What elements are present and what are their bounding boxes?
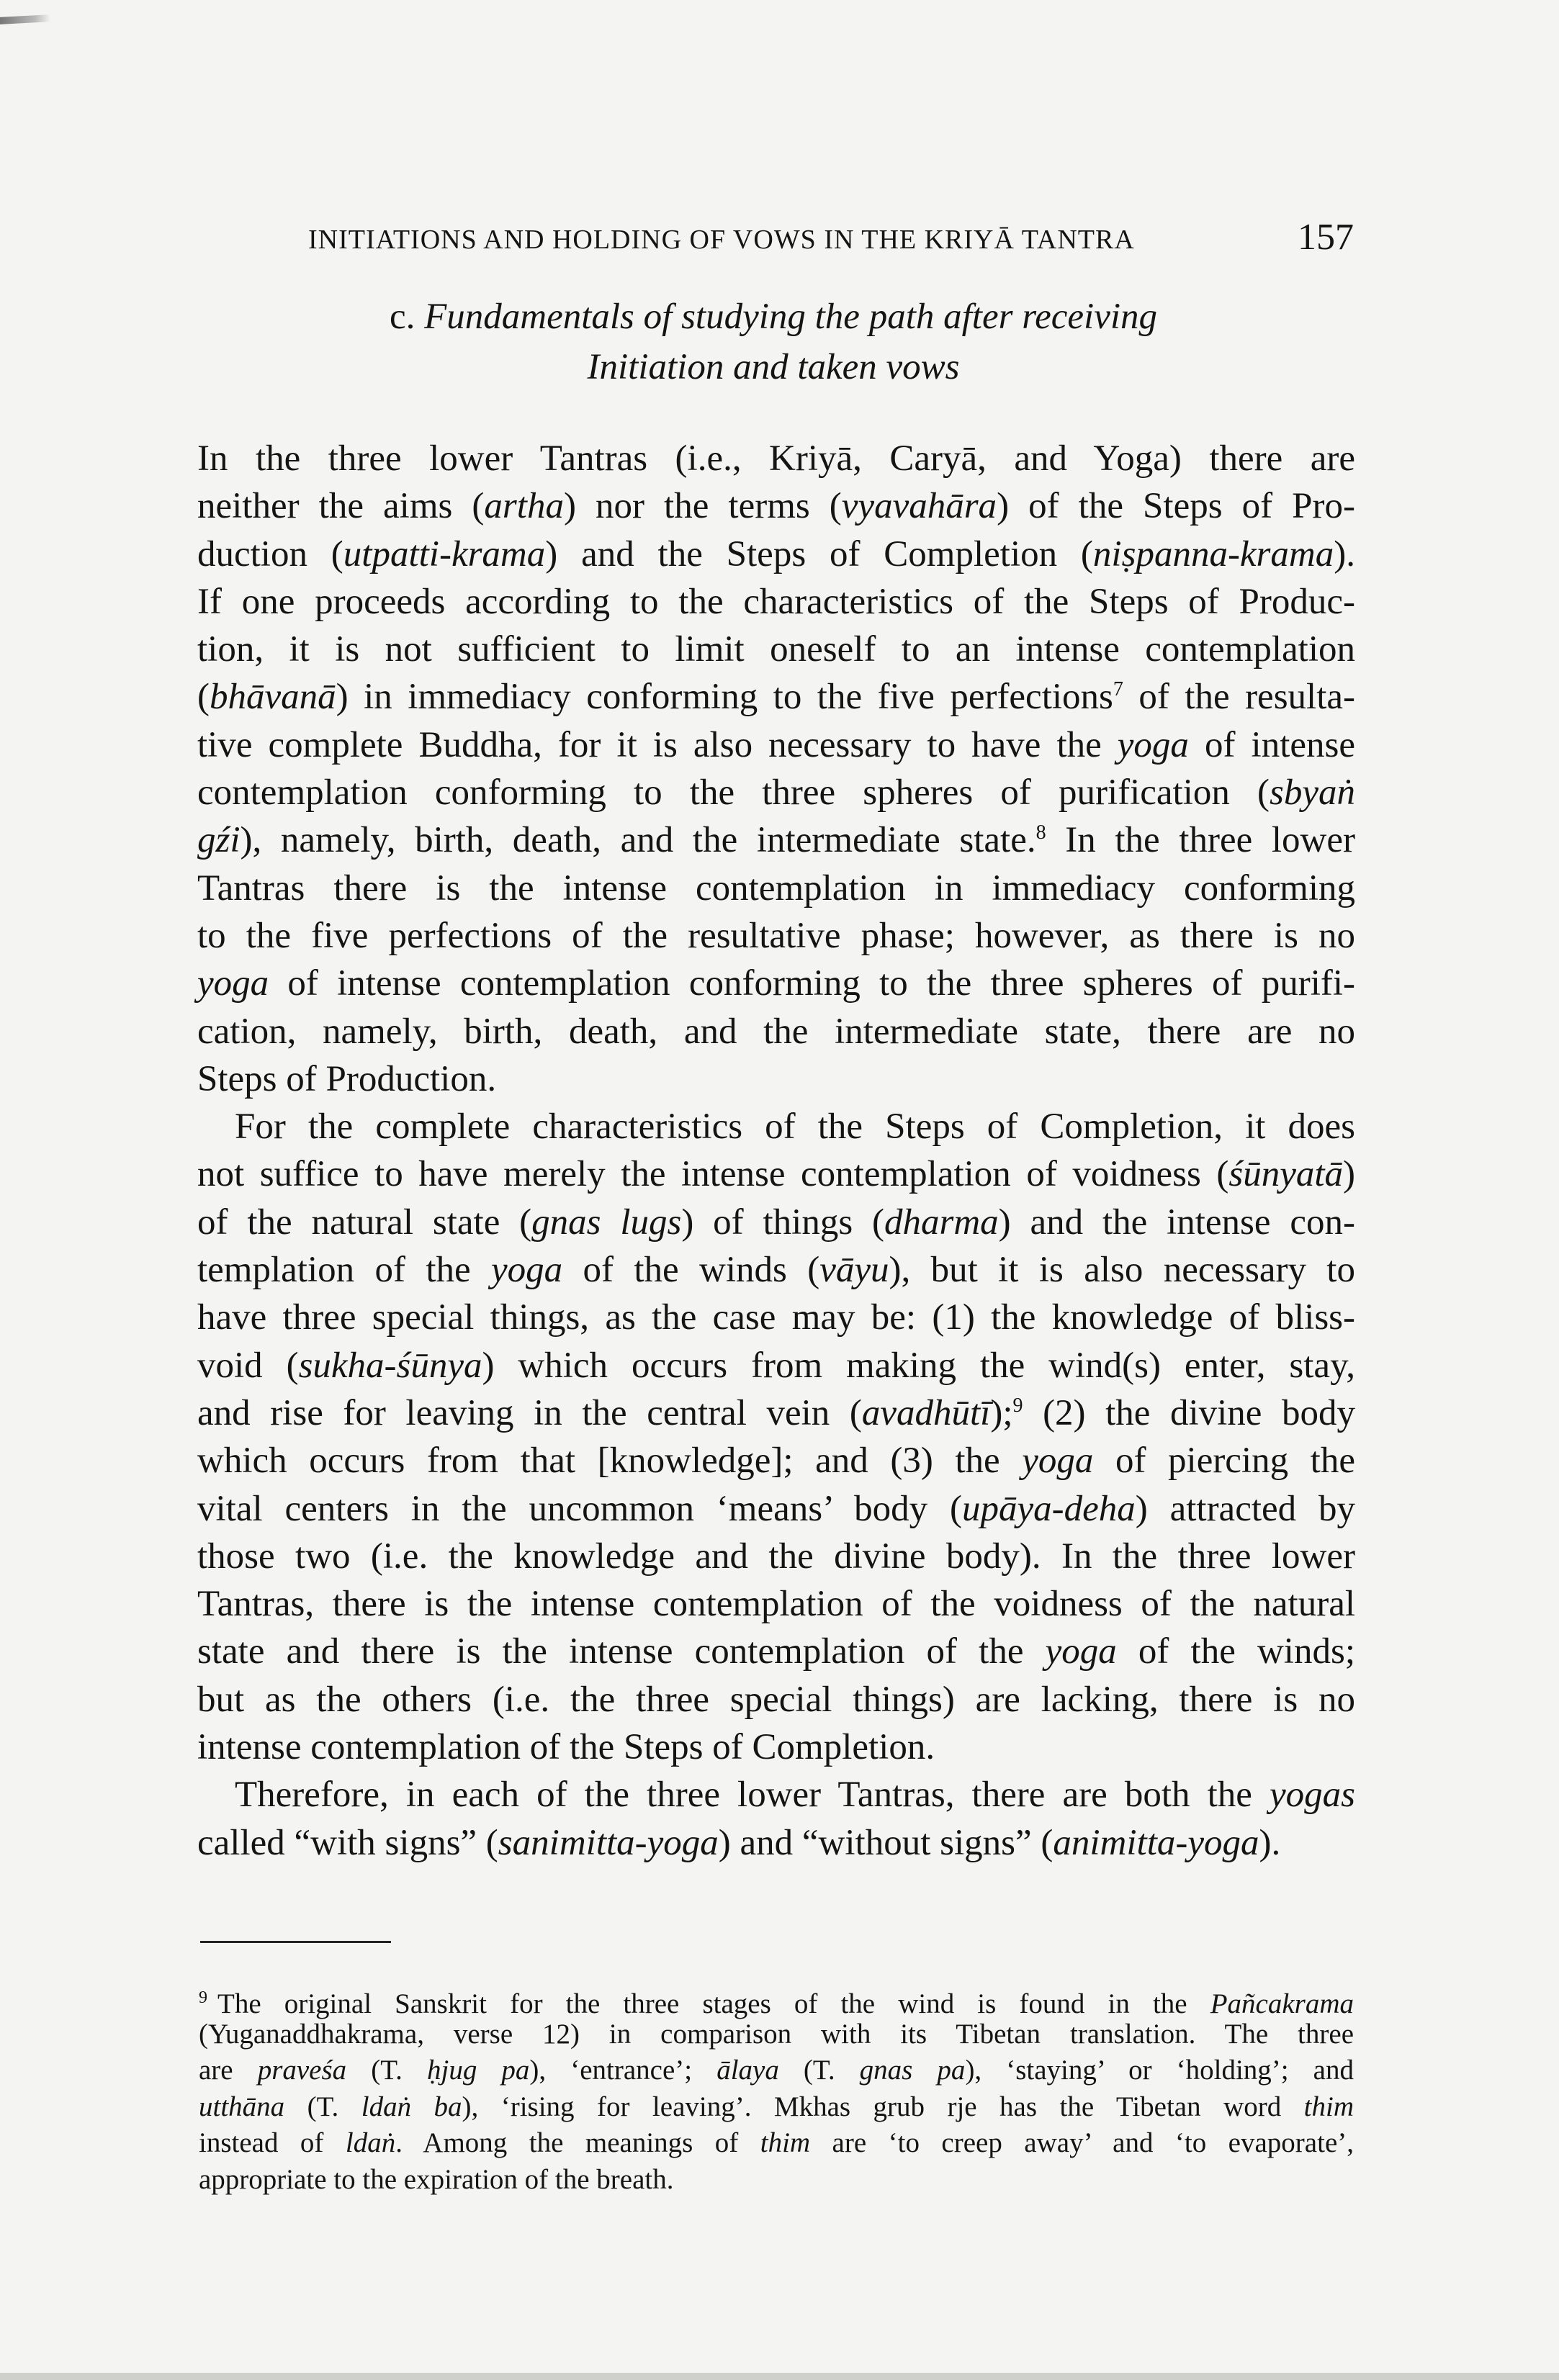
- text-line: those two (i.e. the knowledge and the divine body). In the three lower: [197, 1536, 1355, 1577]
- text-line: intense contemplation of the Steps of Completion.: [197, 1727, 935, 1768]
- footnote: [199, 1980, 1354, 2198]
- text-line: (bhāvanā) in immediacy conforming to the five perfections$^7$ of the resulta-: [197, 677, 1355, 718]
- text-line: but as the others (i.e. the three special things) are lacking, there is no: [197, 1679, 1355, 1720]
- text-line: have three special things, as the case may be: (1) the knowledge of bliss-: [197, 1297, 1355, 1338]
- paragraph: [197, 1103, 1355, 1771]
- text-line: Tantras, there is the intense contemplation of the voidness of the natural: [197, 1584, 1355, 1625]
- text-line: state and there is the intense contemplation of the yoga of the winds;: [197, 1631, 1355, 1672]
- text-line: to the five perfections of the resultative phase; however, as there is no: [197, 915, 1355, 956]
- scan-bottom-edge: [0, 2373, 1559, 2380]
- footnote-line: utthāna (T. ldaṅ ba), ‘rising for leaving’. Mkhas grub rje has the Tibetan word thim: [199, 2091, 1354, 2122]
- footnote-divider: [200, 1941, 391, 1943]
- text-line: yoga of intense contemplation conforming to the three spheres of purifi-: [197, 963, 1355, 1004]
- text-line: void (sukha-śūnya) which occurs from making the wind(s) enter, stay,: [197, 1345, 1356, 1386]
- text-line: templation of the yoga of the winds (vāyu), but it is also necessary to: [197, 1250, 1355, 1291]
- text-line: tive complete Buddha, for it is also necessary to have the yoga of intense: [197, 724, 1355, 765]
- paragraph: [197, 435, 1355, 1103]
- text-line: For the complete characteristics of the Steps of Completion, it does: [235, 1106, 1355, 1148]
- text-line: called “with signs” (sanimitta-yoga) and “without signs” (animitta-yoga).: [197, 1822, 1281, 1863]
- scan-corner-mark: [0, 14, 50, 24]
- text-line: not suffice to have merely the intense contemplation of voidness (śūnyatā): [197, 1154, 1355, 1195]
- footnote-line: (Yuganaddhakrama, verse 12) in comparison with its Tibetan translation. The three: [199, 2018, 1354, 2050]
- section-heading-line: c. Fundamentals of studying the path after receiving: [389, 297, 1158, 337]
- text-line: and rise for leaving in the central vein (avadhūtī);$^9$ (2) the divine body: [197, 1392, 1355, 1433]
- page-number: 157: [1298, 217, 1354, 258]
- section-heading: [193, 292, 1354, 392]
- footnote-marker: 9: [199, 1988, 207, 2007]
- text-line: gźi), namely, birth, death, and the intermediate state.$^8$ In the three lower: [197, 820, 1355, 861]
- text-line: contemplation conforming to the three spheres of purification (sbyaṅ: [197, 772, 1355, 813]
- text-line: If one proceeds according to the characteristics of the Steps of Produc-: [197, 581, 1355, 622]
- text-line: duction (utpatti-krama) and the Steps of Completion (niṣpanna-krama).: [197, 533, 1355, 574]
- text-line: vital centers in the uncommon ‘means’ body (upāya-deha) attracted by: [197, 1488, 1355, 1529]
- body-text: [197, 435, 1355, 1867]
- section-heading-line: Initiation and taken vows: [587, 347, 960, 387]
- text-line: neither the aims (artha) nor the terms (vyavahāra) of the Steps of Pro-: [197, 486, 1356, 527]
- running-head: [193, 218, 1354, 269]
- footnote-line: $^9$ The original Sanskrit for the three stages of the wind is found in the Pañcakrama: [199, 1988, 1354, 2019]
- text-line: of the natural state (gnas lugs) of things (dharma) and the intense con-: [197, 1202, 1355, 1243]
- text-line: Therefore, in each of the three lower Tantras, there are both the yogas: [235, 1775, 1355, 1816]
- text-line: which occurs from that [knowledge]; and (3) the yoga of piercing the: [197, 1441, 1355, 1482]
- text-line: In the three lower Tantras (i.e., Kriyā, Caryā, and Yoga) there are: [197, 438, 1355, 479]
- footnote-line: instead of ldaṅ. Among the meanings of thim are ‘to creep away’ and ‘to evaporate’,: [199, 2127, 1354, 2158]
- text-line: cation, namely, birth, death, and the intermediate state, there are no: [197, 1011, 1355, 1052]
- text-line: Tantras there is the intense contemplation in immediacy conforming: [197, 867, 1355, 909]
- running-title: INITIATIONS AND HOLDING OF VOWS IN THE KRIYĀ TANTRA: [308, 225, 1135, 255]
- text-line: Steps of Production.: [197, 1058, 497, 1099]
- paragraph: [197, 1771, 1355, 1867]
- footnote-line: are praveśa (T. ḥjug pa), ‘entrance’; ālaya (T. gnas pa), ‘staying’ or ‘holding’; and: [199, 2055, 1354, 2086]
- footnote-line: appropriate to the expiration of the breath.: [199, 2163, 674, 2195]
- text-line: tion, it is not sufficient to limit oneself to an intense contemplation: [197, 629, 1355, 670]
